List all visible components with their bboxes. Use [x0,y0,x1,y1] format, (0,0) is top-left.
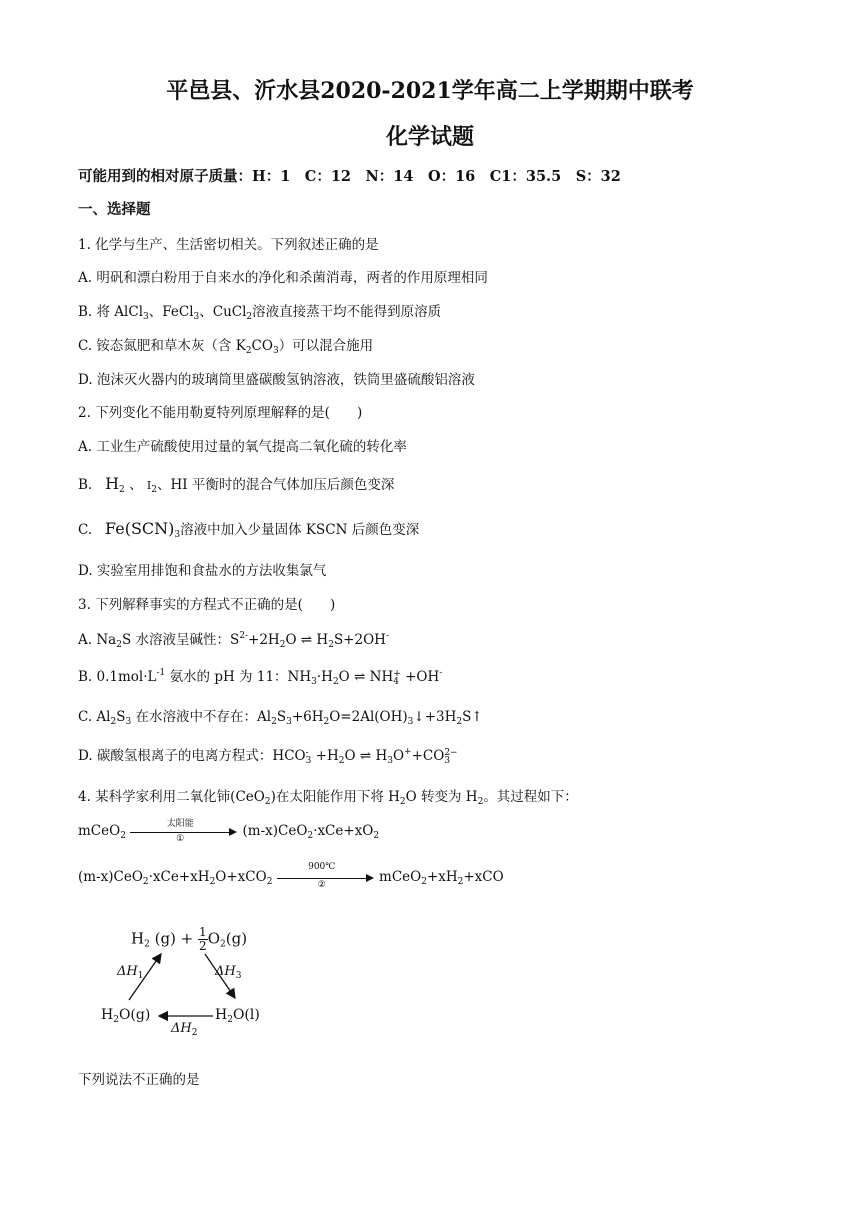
q4-stem: 4. 某科学家利用二氧化铈(CeO$_2$)在太阳能作用下将 $H_2O$ 转变为 $H_2$。其过程如下： [78,789,578,807]
dh2-label: $\Delta H_2$ [171,1021,198,1038]
q3-stem: 3. 下列解释事实的方程式不正确的是( ) [78,597,336,613]
equilibrium-arrow-icon: ⇌ [355,748,376,764]
q4-prompt: 下列说法不正确的是 [78,1072,200,1088]
dh3-label: $\Delta H_3$ [215,964,242,981]
diagram-right-node: $H_2O(l)$ [215,1007,260,1025]
q1-option-b: B. 将 AlCl$_3$、FeCl$_3$、CuCl$_2$溶液直接蒸干均不能得到原溶质 [78,304,442,322]
atomic-masses: 可能用到的相对原子质量：H：1 C：12 N：14 O：16 C1：35.5 S：32 [78,168,621,185]
equilibrium-arrow-icon: ⇌ [349,669,370,685]
diagram-left-node: $H_2O(g)$ [101,1007,151,1025]
q1-option-c: C. 铵态氮肥和草木灰（含 $K_2CO_3$）可以混合施用 [78,338,374,356]
dh1-label: $\Delta H_1$ [117,964,144,981]
enthalpy-cycle-diagram [95,920,270,1038]
q2-option-c: C. $Fe(SCN)_3$溶液中加入少量固体 KSCN 后颜色变深 [78,519,420,540]
q1-stem: 1. 化学与生产、生活密切相关。下列叙述正确的是 [78,237,379,253]
q4-equation-2: $(m-x)CeO_2\cdot xCe+xH_2O+xCO_2$ 900℃ ② $mCeO_2+xH_2+xCO$ [78,861,504,890]
q3-option-a: A. $Na_2S$ 水溶液呈碱性：$S^{2-}+2H_2O$ ⇌ $H_2S+2OH^-$ [78,631,389,650]
q4-equation-1: mCeO$_2$ 太阳能 ① $(m-x)CeO_2\cdot xCe+xO_2$ [78,818,380,844]
page-title: 平邑县、沂水县2020-2021学年高二上学期期中联考 [166,78,694,104]
q2-option-b: B. $H_2$ 、 $I_2$、HI 平衡时的混合气体加压后颜色变深 [78,474,395,495]
equilibrium-arrow-icon: ⇌ [296,632,317,648]
page-subtitle: 化学试题 [385,124,474,150]
q3-option-b: B. $0.1mol\cdot L^{-1}$ 氨水的 pH 为 11：$NH_3\cdot H_2O$ ⇌ NH+ 4 +OH- [78,668,443,687]
reaction-arrow-icon: 太阳能 ① [130,825,238,839]
diagram-top-node: $H_2$ (g) + $\frac{1}{2}$ $O_2(g)$ [131,925,248,953]
reaction-arrow-icon: 900℃ ② [277,871,375,885]
q2-option-d: D. 实验室用排饱和食盐水的方法收集氯气 [78,563,327,579]
q3-option-d: D. 碳酸氢根离子的电离方程式：HCO- $3 +H_2O$ ⇌ $H_3O^++CO2-$ 3 [78,747,458,766]
q2-stem: 2. 下列变化不能用勒夏特列原理解释的是( ) [78,405,363,421]
fraction-half: $\frac{1}{2}$ [199,925,207,953]
q2-option-a: A. 工业生产硫酸使用过量的氧气提高二氧化硫的转化率 [78,439,407,455]
q1-option-d: D. 泡沫灭火器内的玻璃筒里盛碳酸氢钠溶液，铁筒里盛硫酸铝溶液 [78,372,475,388]
section-heading: 一、选择题 [78,201,151,218]
q1-option-a: A. 明矾和漂白粉用于自来水的净化和杀菌消毒，两者的作用原理相同 [78,270,488,286]
q3-option-c: C. $Al_2S_3$ 在水溶液中不存在：$Al_2S_3+6H_2O=2Al(OH)_3↓+3H_2S↑$ [78,709,483,727]
